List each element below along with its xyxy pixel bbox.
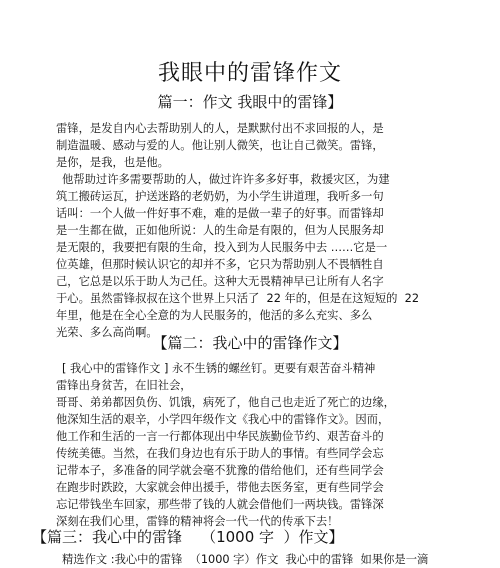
section1-line: 是无限的，我要把有限的生命，投入到为人民服务中去 ……它是一 bbox=[56, 241, 388, 254]
section1-line: 制造温暖、感动与爱的人。他让别人微笑，也让自己微笑。雷锋， bbox=[56, 139, 384, 152]
section1-line: 位英雄，但那时候认识它的却并不多，它只为帮助别人不畏牺牲自 bbox=[56, 258, 384, 271]
section1-line: 光荣、多么高尚啊。 bbox=[56, 326, 158, 339]
section2-heading: 【篇二：我心中的雷锋作文】 bbox=[152, 334, 348, 352]
section1-heading: 篇一：作文 我眼中的雷锋】 bbox=[157, 93, 343, 111]
section1-line: 他帮助过许多需要帮助的人，做过许许多多好事，救援灾区，为建 bbox=[62, 173, 390, 186]
section2-line: 他深知生活的艰辛，小学四年级作文《我心中的雷锋作文》。因而， bbox=[56, 413, 390, 426]
section3-line: 精选作文 :我心中的雷锋 （1000 字）作文 我心中的雷锋 如果你是一滴 bbox=[62, 553, 429, 566]
section2-line: 他工作和生活的一言一行都体现出中华民族勤俭节约、艰苦奋斗的 bbox=[56, 430, 384, 443]
section2-line: 记带本子，多准备的同学就会毫不犹豫的借给他们，还有些同学会 bbox=[56, 464, 384, 477]
section1-line: 话叫：一个人做一件好事不难，难的是做一辈子的好事。而雷锋却 bbox=[56, 207, 384, 220]
section2-line: 传统美德。当然，在我们身边也有乐于助人的事情。有些同学会忘 bbox=[56, 447, 384, 460]
section2-line: 忘记带钱坐车回家，那些带了钱的人就会借他们一两块钱。雷锋深 bbox=[56, 498, 384, 511]
section2-line: 在跑步时跌跤，大家就会伸出援手，带他去医务室，更有些同学会 bbox=[56, 481, 384, 494]
section2-line: [ 我心中的雷锋作文 ] 永不生锈的螺丝钉。更要有艰苦奋斗精神 bbox=[62, 362, 376, 375]
section1-line: 是你，是我，也是他。 bbox=[56, 156, 169, 169]
section2-line: 深刻在我们心里，雷锋的精神将会一代一代的传承下去！ bbox=[56, 515, 339, 528]
section3-heading: 【篇三：我心中的雷锋 （1000 字 ）作文】 bbox=[32, 528, 344, 546]
section1-line: 是一生都在做，正如他所说：人的生命是有限的，但为人民服务却 bbox=[56, 224, 384, 237]
section2-line: 雷锋出身贫苦，在旧社会， bbox=[56, 379, 192, 392]
section1-line: 己，它总是以乐于助人为己任。这种大无畏精神早已让所有人名字 bbox=[56, 275, 384, 288]
document-title: 我眼中的雷锋作文 bbox=[157, 61, 342, 86]
section1-line: 雷锋，是发自内心去帮助别人的人，是默默付出不求回报的人，是 bbox=[56, 122, 384, 135]
section2-line: 哥哥、弟弟都因负伤、饥饿，病死了，他自己也走近了死亡的边缘， bbox=[56, 396, 395, 409]
section1-line: 于心。虽然雷锋叔叔在这个世界上只活了 22 年的，但是在这短短的 22 bbox=[56, 292, 420, 305]
section1-line: 年里，他是在全心全意的为人民服务的，他活的多么充实、多么 bbox=[56, 309, 373, 322]
section1-line: 筑工搬砖运瓦，护送迷路的老奶奶，为小学生讲道理，我听多一句 bbox=[56, 190, 384, 203]
